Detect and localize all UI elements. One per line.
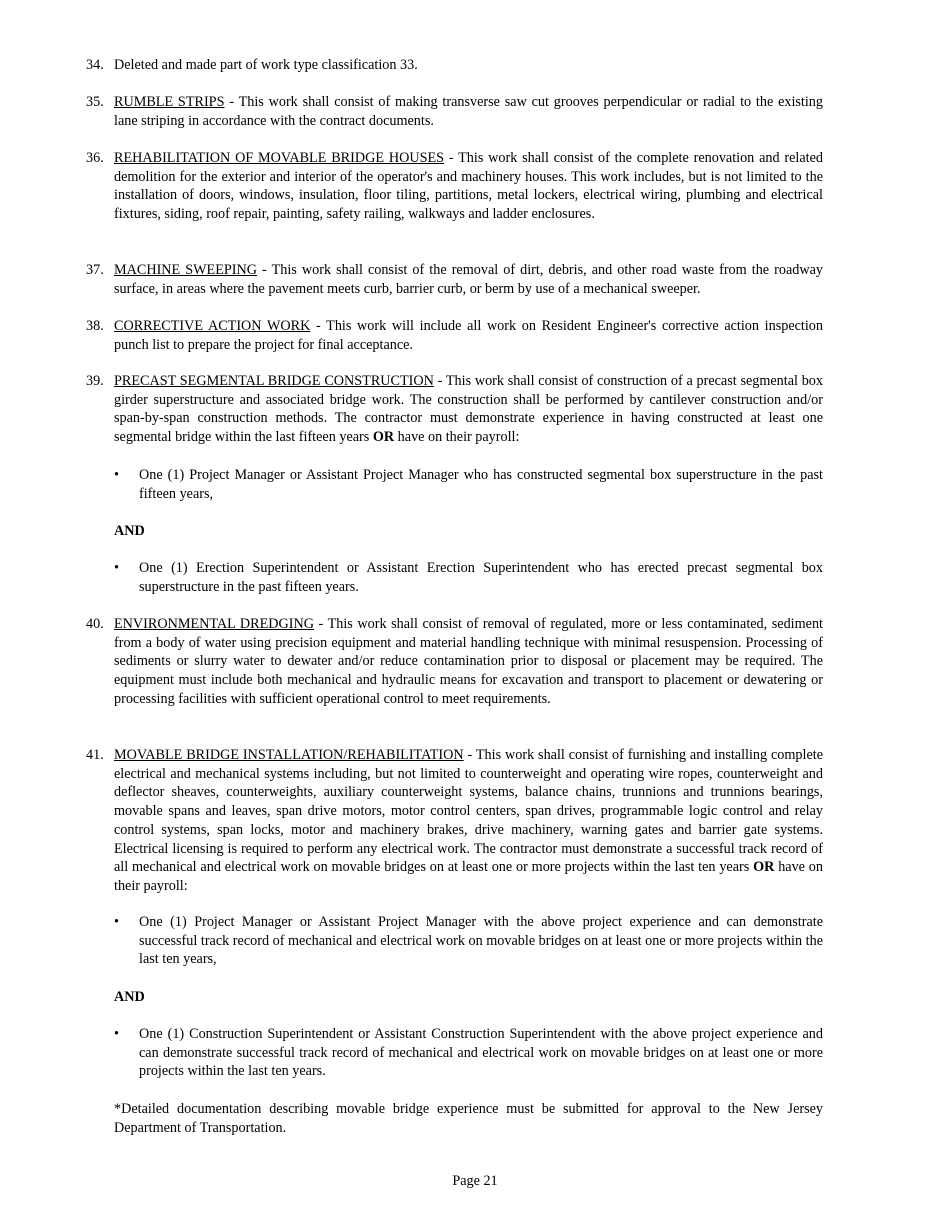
emphasis-or: OR xyxy=(372,429,395,446)
page-number: Page 21 xyxy=(452,1173,498,1189)
item-text: - This work shall consist of making transverse saw cut grooves perpendicular or radial to the existing lane striping in accordance with the contract documents. xyxy=(114,94,823,129)
bullet-icon: • xyxy=(114,1026,119,1042)
footnote: *Detailed documentation describing movable bridge experience must be submitted for approval to the New Jersey Department of Transportation. xyxy=(114,1101,823,1136)
item-number: 38. xyxy=(86,318,104,334)
item-title: ENVIRONMENTAL DREDGING xyxy=(114,616,314,632)
bullet-item xyxy=(114,913,823,969)
item-41 xyxy=(86,746,823,896)
item-text-tail: have on their payroll: xyxy=(114,859,823,894)
bullet-icon: • xyxy=(114,467,119,483)
item-number: 37. xyxy=(86,262,104,278)
item-title: PRECAST SEGMENTAL BRIDGE CONSTRUCTION xyxy=(114,373,434,389)
item-34 xyxy=(86,56,823,75)
item-number: 36. xyxy=(86,150,104,166)
item-text-tail: have on their payroll: xyxy=(394,429,520,446)
bullet-item xyxy=(114,559,823,596)
item-text: Deleted and made part of work type classification 33. xyxy=(114,57,418,73)
item-number: 34. xyxy=(86,57,104,73)
item-title: RUMBLE STRIPS xyxy=(114,94,225,110)
item-text: - This work shall consist of the removal of dirt, debris, and other road waste from the roadway surface, in areas where the pavement meets curb, barrier curb, or berm by use of a mechanical sweeper. xyxy=(114,262,823,297)
item-text: - This work shall consist of removal of regulated, more or less contaminated, sediment from a body of water using precision equipment and material handling technique with minimal resuspension. Processing of sediments or slurry water to dewater and/or reduce contamination prior to disposal or placement may be required. The equipment must include both mechanical and hydraulic means for excavation and transport to placement or dewatering or processing facilities with sufficient operational control to meet requirements. xyxy=(114,616,823,707)
bullet-icon: • xyxy=(114,560,119,576)
and-label: AND xyxy=(114,989,145,1005)
item-36 xyxy=(86,149,823,224)
item-number: 41. xyxy=(86,747,104,763)
item-text: - This work shall consist of the complete renovation and related demolition for the exterior and interior of the operator's and machinery houses. This work includes, but is not limited to the installation of doors, windows, insulation, floor tiling, partitions, metal lockers, electrical wiring, plumbing and electrical fixtures, siding, roof repair, painting, safety railing, walkways and ladder enclosures. xyxy=(114,150,823,223)
item-title: MACHINE SWEEPING xyxy=(114,262,257,278)
bullet-item xyxy=(114,466,823,503)
item-number: 35. xyxy=(86,94,104,110)
bullet-text: One (1) Construction Superintendent or Assistant Construction Superintendent with the above project experience and can demonstrate successful track record of mechanical and electrical work on movable bridges on at least one or more projects within the last ten years. xyxy=(139,1026,823,1080)
bullet-icon: • xyxy=(114,914,119,930)
item-40 xyxy=(86,615,823,709)
item-number: 39. xyxy=(86,373,104,389)
item-39 xyxy=(86,372,823,447)
item-38 xyxy=(86,317,823,354)
item-37 xyxy=(86,261,823,298)
bullet-item xyxy=(114,1025,823,1081)
and-label: AND xyxy=(114,523,145,539)
item-text: - This work will include all work on Resident Engineer's corrective action inspection punch list to prepare the project for final acceptance. xyxy=(114,318,823,353)
item-35 xyxy=(86,93,823,130)
item-text: - This work shall consist of furnishing and installing complete electrical and mechanical systems including, but not limited to counterweight and operating wire ropes, counterweight and deflector sheaves, counterweights, auxiliary counterweight systems, balance chains, trunnions and trunnions bearings, movable spans and leaves, span drive motors, motor control centers, span drives, programmable logic control and relay control systems, span locks, motor and machinery brakes, drive machinery, warning gates and barrier gate systems. Electrical licensing is required to perform any electrical work. The contractor must demonstrate a successful track record of all mechanical and electrical work on movable bridges on at least one or more projects within the last ten years xyxy=(114,747,823,876)
item-title: REHABILITATION OF MOVABLE BRIDGE HOUSES xyxy=(114,150,445,166)
bullet-text: One (1) Erection Superintendent or Assistant Erection Superintendent who has erected precast segmental box superstructure in the past fifteen years. xyxy=(139,560,823,595)
emphasis-or: OR xyxy=(753,859,775,876)
item-title: MOVABLE BRIDGE INSTALLATION/REHABILITATION xyxy=(114,747,464,763)
item-text: - This work shall consist of construction of a precast segmental box girder superstructure and associated bridge work. The construction shall be performed by cantilever construction and/or span-by-span construction methods. The contractor must demonstrate experience in having constructed at least one segmental bridge within the last fifteen years xyxy=(114,373,823,446)
bullet-text: One (1) Project Manager or Assistant Project Manager with the above project experience and can demonstrate successful track record of mechanical and electrical work on movable bridges on at least one or more projects within the last ten years, xyxy=(139,914,823,968)
item-number: 40. xyxy=(86,616,104,632)
item-title: CORRECTIVE ACTION WORK xyxy=(114,318,311,334)
bullet-text: One (1) Project Manager or Assistant Project Manager who has constructed segmental box superstructure in the past fifteen years, xyxy=(139,467,823,502)
